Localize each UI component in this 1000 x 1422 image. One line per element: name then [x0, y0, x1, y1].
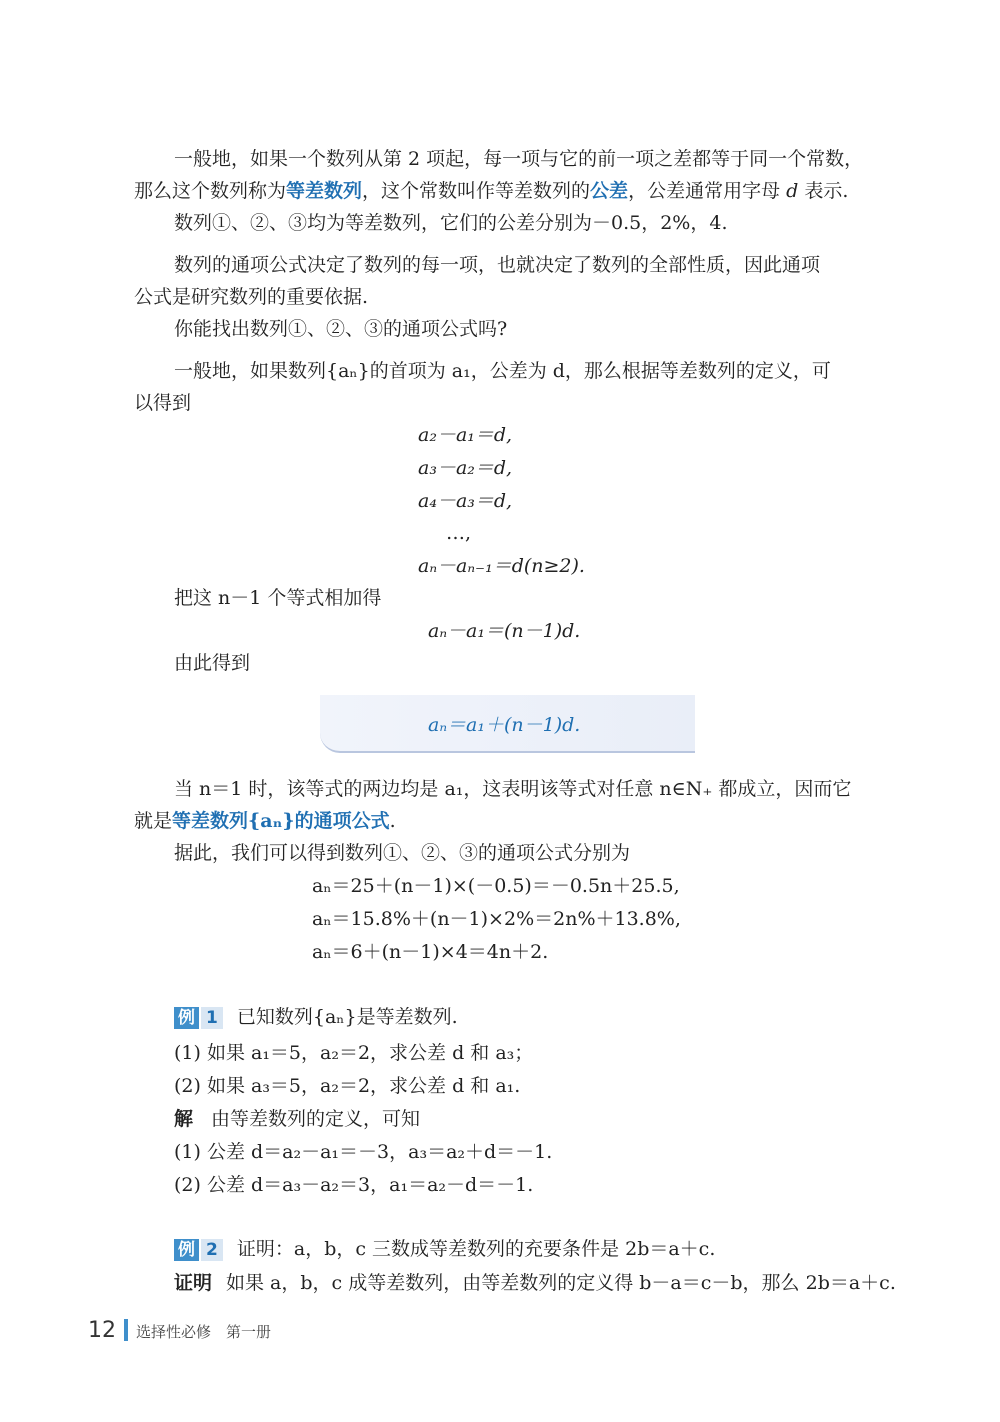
example-2-heading: [174, 1236, 715, 1262]
equation-ellipsis: …,: [446, 522, 472, 544]
term-general-formula: 等差数列{aₙ}的通项公式: [172, 810, 390, 832]
example-1-heading: [174, 1004, 458, 1030]
example-1-question-2: (2) 如果 a₃＝5，a₂＝2，求公差 d 和 a₁.: [174, 1075, 521, 1097]
general-term-formula: aₙ＝a₁＋(n－1)d.: [428, 714, 581, 736]
solution-1: (1) 公差 d＝a₂－a₁＝－3，a₃＝a₂＋d＝－1.: [174, 1141, 553, 1163]
proof-line: [174, 1270, 896, 1296]
paragraph-derivation-line1: 一般地，如果数列{aₙ}的首项为 a₁，公差为 d，那么根据等差数列的定义，可: [174, 360, 831, 382]
equation-2: a₃－a₂＝d,: [418, 457, 513, 479]
text-segment: .: [389, 810, 396, 832]
equation-1: a₂－a₁＝d,: [418, 424, 513, 446]
general-term-1: aₙ＝25＋(n－1)×(－0.5)＝－0.5n＋25.5,: [312, 875, 680, 897]
page-number: 12: [88, 1318, 116, 1343]
variable-d: d: [786, 180, 799, 202]
example-1-label: [174, 1007, 223, 1029]
general-term-2: aₙ＝15.8%＋(n－1)×2%＝2n%＋13.8%,: [312, 908, 681, 930]
equation-3: a₄－a₃＝d,: [418, 490, 513, 512]
equation-sum: aₙ－a₁＝(n－1)d.: [428, 620, 581, 642]
page-footer: [88, 1318, 271, 1343]
term-common-difference: 公差: [590, 180, 629, 202]
example-label-text: 例: [174, 1007, 199, 1029]
proof-text: 如果 a，b，c 成等差数列，由等差数列的定义得 b－a＝c－b，那么 2b＝a＋c.: [226, 1272, 896, 1294]
example-label-number: 2: [201, 1239, 223, 1261]
paragraph-thus: 由此得到: [174, 652, 251, 674]
term-arithmetic-sequence: 等差数列: [286, 180, 363, 202]
paragraph-results: 据此，我们可以得到数列①、②、③的通项公式分别为: [174, 842, 631, 864]
paragraph-general-term-line2: 公式是研究数列的重要依据.: [134, 286, 369, 308]
solution-2: (2) 公差 d＝a₃－a₂＝3，a₁＝a₂－d＝－1.: [174, 1174, 534, 1196]
paragraph-sum: 把这 n－1 个等式相加得: [174, 587, 382, 609]
solution-text: 由等差数列的定义，可知: [211, 1108, 421, 1130]
paragraph-definition-line2: [134, 178, 848, 204]
example-1-question-1: (1) 如果 a₁＝5，a₂＝2，求公差 d 和 a₃；: [174, 1042, 534, 1064]
equation-n: aₙ－aₙ₋₁＝d(n≥2).: [418, 555, 585, 577]
footer-divider: [124, 1319, 128, 1341]
text-segment: ，这个常数叫作等差数列的: [362, 180, 591, 202]
example-1-text: 已知数列{aₙ}是等差数列.: [236, 1006, 458, 1028]
text-segment: 就是: [134, 810, 173, 832]
book-title: 选择性必修 第一册: [136, 1323, 272, 1341]
formula-box: [320, 695, 695, 753]
paragraph-validity-line2: [134, 808, 396, 834]
general-term-3: aₙ＝6＋(n－1)×4＝4n＋2.: [312, 941, 549, 963]
paragraph-definition-line1: 一般地，如果一个数列从第 2 项起，每一项与它的前一项之差都等于同一个常数，: [174, 148, 864, 170]
text-segment: ，公差通常用字母: [628, 180, 787, 202]
example-label-text: 例: [174, 1239, 199, 1261]
text-segment: 那么这个数列称为: [134, 180, 287, 202]
example-2-label: [174, 1239, 223, 1261]
example-label-number: 1: [201, 1007, 223, 1029]
paragraph-derivation-line2: 以得到: [134, 392, 192, 414]
solution-intro: [174, 1106, 420, 1132]
question-text: 你能找出数列①、②、③的通项公式吗?: [174, 318, 508, 340]
paragraph-validity-line1: 当 n＝1 时，该等式的两边均是 a₁，这表明该等式对任意 n∈N₊ 都成立，因而它: [174, 778, 852, 800]
paragraph-general-term-line1: 数列的通项公式决定了数列的每一项，也就决定了数列的全部性质，因此通项: [174, 254, 821, 276]
example-2-text: 证明：a，b，c 三数成等差数列的充要条件是 2b＝a＋c.: [236, 1238, 716, 1260]
proof-label: 证明: [174, 1272, 213, 1294]
text-segment: 表示.: [798, 180, 849, 202]
paragraph-differences: 数列①、②、③均为等差数列，它们的公差分别为－0.5，2%，4.: [174, 212, 728, 234]
solution-label: 解: [174, 1108, 194, 1130]
